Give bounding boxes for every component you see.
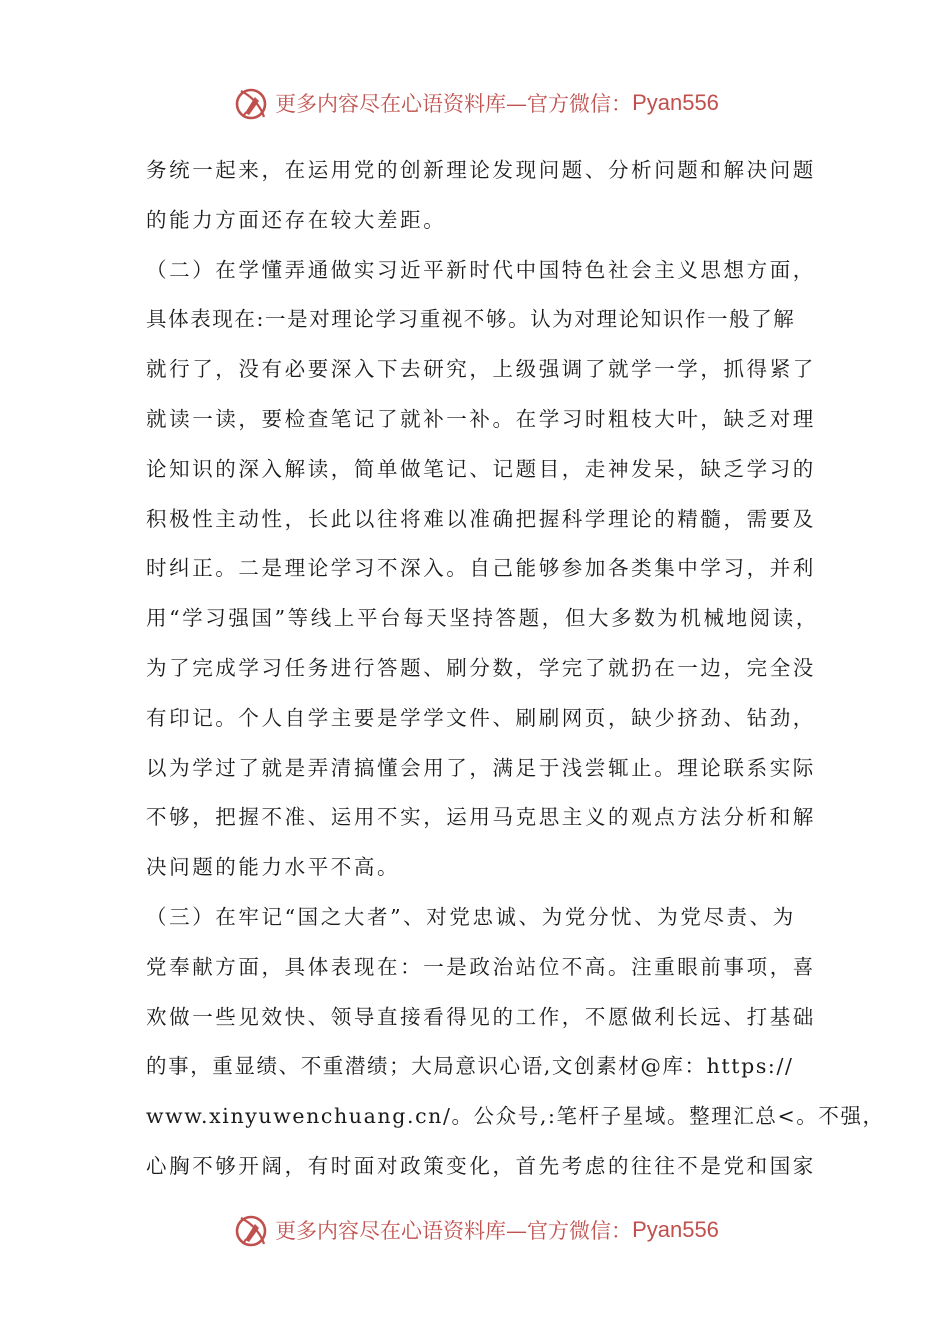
- section-heading-2: （二）在学懂弄通做实习近平新时代中国特色社会主义思想方面，: [146, 257, 816, 282]
- body-line: 欢做一些见效快、领导直接看得见的工作，不愿做利长远、打基础: [146, 1004, 816, 1029]
- body-line: 的事，重显绩、不重潜绩；大局意识心语,文创素材@库：https://: [146, 1054, 794, 1079]
- body-line: 用“学习强国”等线上平台每天坚持答题，但大多数为机械地阅读，: [146, 606, 819, 631]
- pen-nib-logo-icon: [231, 83, 271, 123]
- body-line: 党奉献方面，具体表现在：一是政治站位不高。注重眼前事项，喜: [146, 954, 816, 979]
- body-line: 具体表现在:一是对理论学习重视不够。认为对理论知识作一般了解: [146, 307, 796, 332]
- section-heading-3: （三）在牢记“国之大者”、对党忠诚、为党分忧、为党尽责、为: [146, 904, 796, 929]
- body-line: 时纠正。二是理论学习不深入。自己能够参加各类集中学习，并利: [146, 556, 816, 581]
- body-line-url: www.xinyuwenchuang.cn/。公众号,:笔杆子星域。整理汇总<。不强，: [146, 1104, 885, 1129]
- body-line: 不够，把握不准、运用不实，运用马克思主义的观点方法分析和解: [146, 805, 816, 830]
- footer-banner: [0, 1205, 950, 1255]
- body-line: 就行了，没有必要深入下去研究，上级强调了就学一学，抓得紧了: [146, 357, 816, 382]
- body-line: 为了完成学习任务进行答题、刷分数，学完了就扔在一边，完全没: [146, 655, 816, 680]
- body-line: 论知识的深入解读，简单做笔记、记题目，走神发呆，缺乏学习的: [146, 456, 816, 481]
- body-line: 决问题的能力水平不高。: [146, 855, 401, 880]
- document-body: [146, 146, 885, 1192]
- pen-nib-logo-icon: [231, 1210, 271, 1250]
- body-line: 心胸不够开阔，有时面对政策变化，首先考虑的往往不是党和国家: [146, 1153, 816, 1178]
- body-line: 的能力方面还存在较大差距。: [146, 207, 447, 232]
- banner-title: 更多内容尽在心语资料库—官方微信：: [275, 1219, 633, 1243]
- body-line: 积极性主动性，长此以往将难以准确把握科学理论的精髓，需要及: [146, 506, 816, 531]
- body-line: 务统一起来，在运用党的创新理论发现问题、分析问题和解决问题: [146, 158, 816, 182]
- banner-title: 更多内容尽在心语资料库—官方微信：: [275, 92, 633, 116]
- body-line: 以为学过了就是弄清搞懂会用了，满足于浅尝辄止。理论联系实际: [146, 755, 816, 780]
- header-banner: [0, 78, 950, 128]
- banner-wechat-id: Pyan556: [632, 90, 719, 115]
- body-line: 有印记。个人自学主要是学学文件、刷刷网页，缺少挤劲、钻劲，: [146, 705, 816, 730]
- body-line: 就读一读，要检查笔记了就补一补。在学习时粗枝大叶，缺乏对理: [146, 406, 816, 431]
- banner-wechat-id: Pyan556: [632, 1217, 719, 1242]
